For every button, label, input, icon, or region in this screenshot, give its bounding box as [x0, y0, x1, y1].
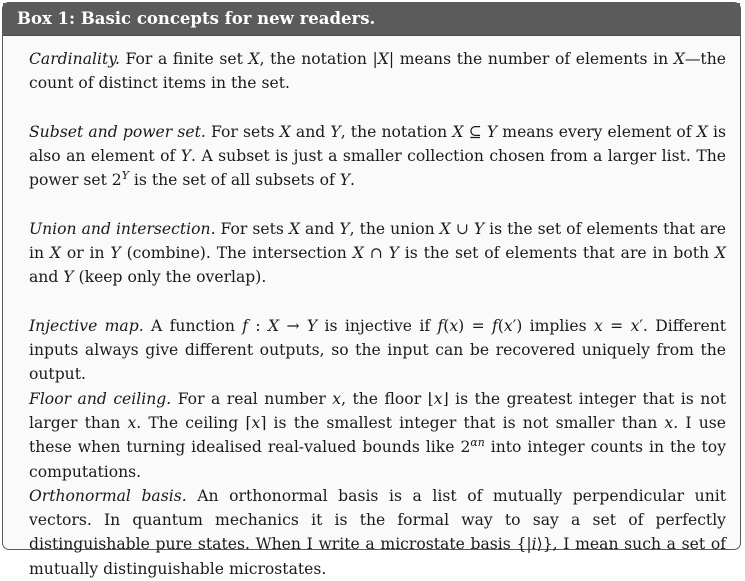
text: .	[350, 171, 356, 190]
paragraph-subset-power-set	[29, 120, 726, 193]
box-title: Box 1: Basic concepts for new readers.	[3, 3, 740, 36]
math-symbol: f	[437, 317, 444, 335]
paragraph-union-intersection	[29, 217, 726, 290]
math-symbol: x	[503, 317, 513, 335]
math-symbol: X	[673, 50, 685, 68]
paragraph-injective-map	[29, 314, 726, 387]
math-symbol: X	[288, 220, 300, 238]
text: and	[299, 220, 340, 238]
term-orthonormal-basis: Orthonormal basis.	[29, 487, 187, 505]
text: , the notation	[340, 123, 453, 141]
math-symbol: x	[251, 414, 261, 433]
text: ′. Different inputs always give different outputs, so the input can be recovered uniquely from the output.	[29, 317, 726, 384]
math-symbol: X	[268, 317, 280, 335]
math-symbol: f	[242, 317, 249, 335]
text: is also an element of	[29, 123, 727, 166]
text: (keep only the overlap).	[73, 268, 267, 287]
text: ) =	[458, 317, 493, 335]
math-symbol: Y	[486, 123, 498, 141]
text: , the union	[349, 220, 440, 238]
math-symbol: Y	[339, 171, 351, 190]
term-cardinality: Cardinality.	[29, 50, 120, 68]
math-symbol: x	[449, 317, 459, 335]
math-symbol: x	[664, 414, 674, 433]
text: . I use these when turning idealised real-valued bounds like 2	[29, 414, 726, 457]
paragraph-orthonormal-basis	[29, 484, 726, 581]
text: means every element of	[497, 123, 697, 141]
text: An orthonormal basis is a list of mutually perpendicular unit vectors. In quantum mechanics it is the formal way to say a set of perfectly distinguishable pure states. When I write a microstate basis {|	[29, 487, 727, 554]
math-symbol: Y	[339, 220, 350, 238]
paragraph-floor-ceiling	[29, 387, 726, 484]
text: | means the number of elements in	[388, 50, 674, 68]
text: For a finite set	[119, 50, 249, 68]
text: ∩	[363, 244, 389, 263]
text: . The ceiling ⌈	[136, 414, 252, 433]
math-symbol: x	[593, 317, 603, 335]
paragraph-cardinality	[29, 47, 726, 95]
term-subset-power-set: Subset and power set.	[29, 123, 206, 141]
superscript: Y	[121, 169, 129, 183]
math-symbol: Y	[180, 147, 192, 166]
term-injective-map: Injective map.	[29, 317, 144, 335]
math-symbol: f	[492, 317, 498, 335]
math-symbol: X	[49, 244, 61, 263]
text: ⌉ is the smallest integer that is not smaller than	[260, 414, 665, 433]
text: and	[29, 268, 64, 287]
text: =	[602, 317, 631, 335]
text: For sets	[215, 220, 289, 238]
text: , the floor ⌊	[341, 390, 434, 408]
math-symbol: X	[248, 50, 260, 68]
text: ⊆	[463, 123, 487, 141]
math-symbol: i	[531, 535, 537, 554]
text: —the count of distinct items in the set.	[29, 50, 726, 93]
text: is the set of elements that are in both	[398, 244, 715, 263]
superscript: αn	[470, 436, 485, 450]
math-symbol: X	[352, 244, 364, 263]
math-symbol: Y	[330, 123, 341, 141]
text: (	[443, 317, 450, 335]
math-symbol: x	[332, 390, 342, 408]
math-symbol: X	[279, 123, 291, 141]
math-symbol: X	[452, 123, 464, 141]
text: For a real number	[171, 390, 333, 408]
math-symbol: Y	[473, 220, 485, 238]
text: into integer counts in the toy computations.	[29, 438, 727, 481]
math-symbol: x	[630, 317, 640, 335]
text: ∪	[450, 220, 474, 238]
text: ′) implies	[512, 317, 594, 335]
text: ⌋ is the greatest integer that is not larger than	[29, 390, 726, 433]
text: is the set of all subsets of	[128, 171, 340, 190]
text: A function	[143, 317, 243, 335]
text: , the notation |	[259, 50, 378, 68]
math-symbol: X	[714, 244, 726, 263]
math-symbol: Y	[110, 244, 121, 263]
math-symbol: X	[439, 220, 451, 238]
text: or in	[61, 244, 111, 263]
math-symbol: X	[377, 50, 389, 68]
math-symbol: x	[127, 414, 137, 433]
text: . A subset is just a smaller collection chosen from a larger list. The power set 2	[29, 147, 726, 190]
math-symbol: x	[433, 390, 443, 408]
math-symbol: Y	[388, 244, 399, 263]
text: is injective if	[317, 317, 438, 335]
text: For sets	[205, 123, 280, 141]
text: →	[279, 317, 307, 335]
text: and	[290, 123, 331, 141]
math-symbol: Y	[306, 317, 318, 335]
concept-box	[2, 2, 741, 578]
text: (	[497, 317, 504, 335]
text: is the set of elements that are in	[29, 220, 726, 263]
text: ⟩}, I mean such a set of mutually distinguishable microstates.	[29, 535, 726, 578]
math-symbol: Y	[63, 268, 74, 287]
text: (combine). The intersection	[120, 244, 353, 263]
term-floor-ceiling: Floor and ceiling.	[29, 390, 172, 408]
math-symbol: X	[696, 123, 708, 141]
text: :	[248, 317, 269, 335]
term-union-intersection: Union and intersection.	[29, 220, 216, 238]
